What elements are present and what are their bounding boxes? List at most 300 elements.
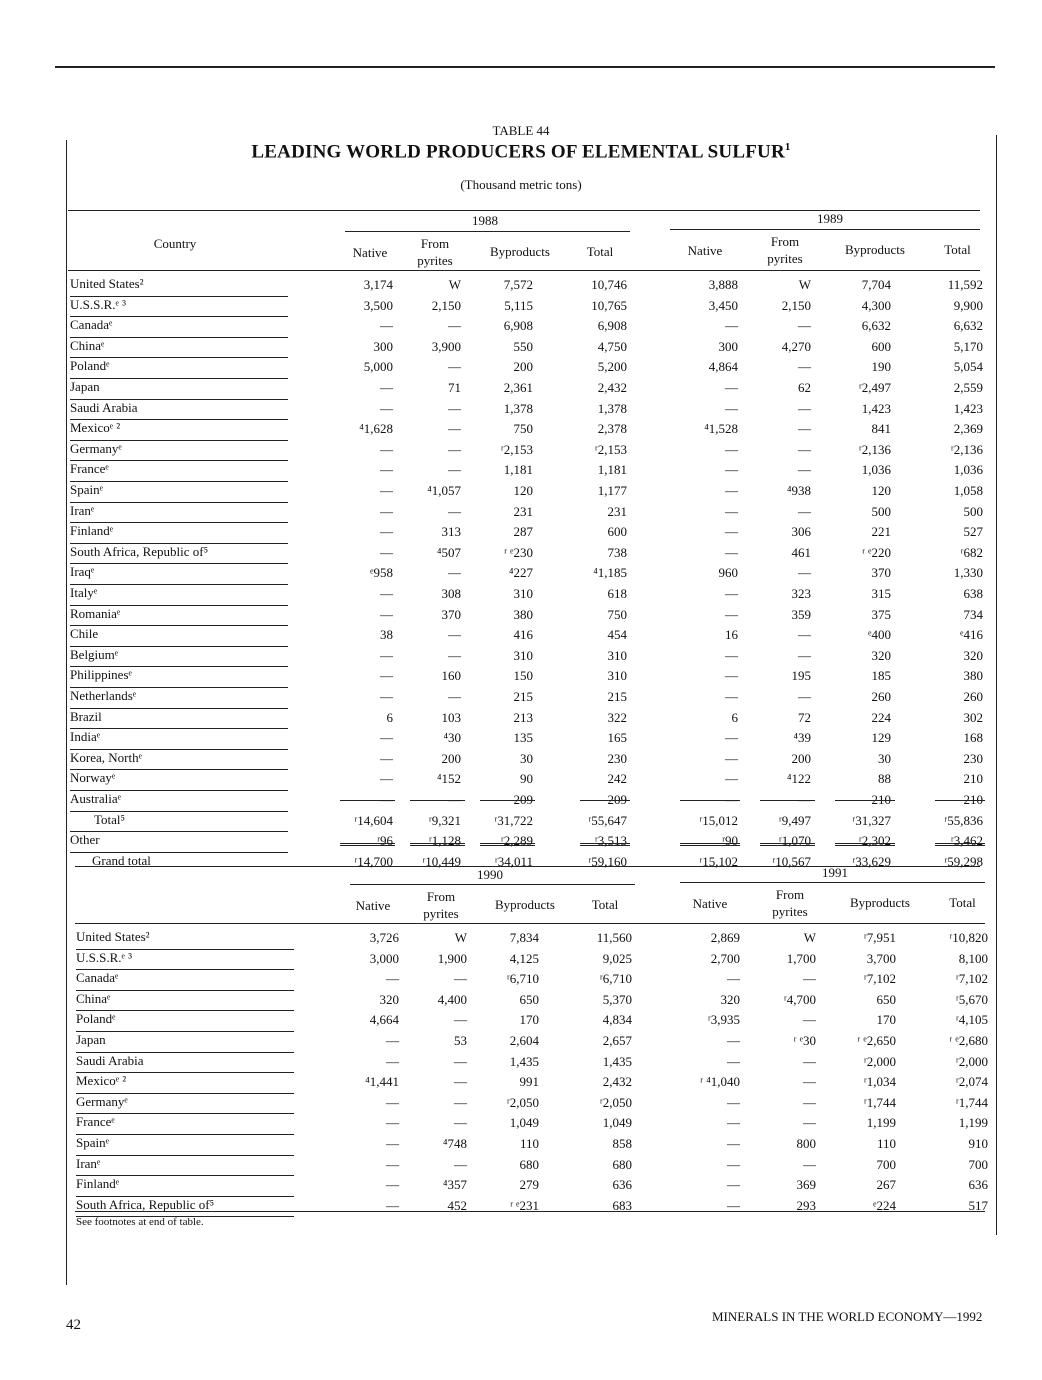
table-cell: 6,908 — [597, 318, 627, 334]
table-cell: 3,000 — [369, 950, 399, 966]
table-footnote: See footnotes at end of table. — [76, 1216, 204, 1228]
table-cell: — — [454, 1053, 467, 1069]
row-label: Japan — [76, 1032, 106, 1047]
table-cell: ʳ682 — [960, 544, 983, 560]
table-cell: — — [448, 792, 461, 807]
table-cell: 293 — [796, 1197, 816, 1213]
table-cell: — — [380, 606, 393, 622]
col-byproducts-1990: Byproducts — [495, 897, 555, 912]
row-rule — [70, 563, 288, 564]
table-cell: — — [727, 971, 740, 987]
table-cell: 2,432 — [597, 380, 627, 395]
sum-rule — [680, 800, 740, 801]
table-cell: ⁴1,185 — [593, 565, 627, 581]
col-byproducts-1991: Byproducts — [850, 895, 910, 910]
table-cell: ʳ2,136 — [858, 441, 891, 457]
row-label: Iranᵉ — [70, 502, 95, 518]
table-cell: ʳ33,629 — [852, 853, 891, 869]
table-cell: 221 — [871, 524, 891, 540]
table-cell: — — [798, 359, 811, 375]
table-cell: — — [380, 544, 393, 560]
table-cell: 170 — [519, 1012, 539, 1028]
table-cell: ʳ2,050 — [599, 1094, 632, 1110]
table-cell: ʳ59,298 — [944, 853, 983, 869]
table-cell: ʳ1,034 — [863, 1074, 896, 1090]
col-pyrites-1989: pyrites — [767, 251, 803, 266]
table-cell: — — [386, 1033, 399, 1048]
table-cell: — — [798, 441, 811, 457]
table-cell: 6 — [731, 709, 738, 725]
table-bottom-rule — [75, 1211, 985, 1212]
table-cell: 120 — [871, 483, 891, 498]
table-cell: — — [798, 627, 811, 643]
table-cell: ⁴1,441 — [365, 1074, 399, 1090]
table-cell: — — [798, 400, 811, 416]
table-cell: — — [386, 1197, 399, 1213]
table-cell: 224 — [871, 709, 891, 725]
row-label: Netherlandsᵉ — [70, 688, 137, 703]
table-cell: 2,657 — [602, 1033, 632, 1048]
table-cell: — — [798, 318, 811, 334]
table-cell: 5,370 — [602, 991, 632, 1007]
table-cell: ʳ1,070 — [778, 833, 811, 849]
row-label: Polandᵉ — [76, 1011, 116, 1027]
table-cell: 618 — [607, 586, 627, 601]
table-cell: ʳ55,647 — [588, 812, 627, 828]
table-cell: 4,270 — [781, 338, 811, 354]
row-label: Germanyᵉ — [70, 440, 122, 456]
table-cell: 6,908 — [503, 318, 533, 334]
table-cell: — — [454, 1012, 467, 1028]
row-label: Romaniaᵉ — [70, 605, 121, 621]
table-cell: ʳ90 — [722, 833, 738, 849]
right-margin-line — [996, 135, 997, 1235]
table-cell: — — [798, 421, 811, 437]
table-cell: 72 — [798, 709, 811, 725]
table-cell: 1,378 — [503, 400, 533, 416]
year-1989: 1989 — [817, 211, 843, 226]
table-subtitle: (Thousand metric tons) — [460, 177, 582, 192]
table-cell: 550 — [513, 338, 533, 354]
table-cell: 7,704 — [861, 277, 891, 292]
table-cell: W — [454, 930, 467, 945]
running-title: MINERALS IN THE WORLD ECONOMY—1992 — [712, 1309, 983, 1324]
table-cell: — — [448, 647, 461, 663]
year-1988: 1988 — [472, 213, 498, 228]
table-cell: 1,435 — [602, 1053, 632, 1069]
row-rule — [76, 1031, 294, 1032]
table-cell: 230 — [607, 750, 627, 766]
table-cell: 960 — [718, 565, 738, 581]
table-cell: 308 — [441, 586, 461, 601]
table-cell: 1,900 — [437, 950, 467, 966]
table-cell: 1,700 — [786, 950, 816, 966]
col-total-1988: Total — [586, 244, 614, 259]
table-cell: — — [454, 1074, 467, 1090]
table-cell: ⁴122 — [786, 771, 811, 787]
table-cell: 287 — [513, 524, 533, 540]
table-cell: 200 — [791, 750, 811, 766]
table-cell: 4,750 — [597, 338, 627, 354]
country-header: Country — [153, 236, 197, 251]
table-cell: 1,181 — [597, 462, 627, 478]
table-cell: ʳ7,102 — [955, 971, 988, 987]
table-cell: 260 — [871, 689, 891, 704]
table-cell: — — [803, 1115, 816, 1131]
table-cell: ʳ7,951 — [863, 930, 896, 945]
table-cell: 53 — [454, 1033, 467, 1048]
table-cell: — — [386, 1115, 399, 1131]
table-cell: — — [380, 668, 393, 684]
table-cell: — — [727, 1156, 740, 1172]
table-cell: — — [798, 503, 811, 519]
table-cell: ʳ2,000 — [863, 1053, 896, 1069]
table-label: TABLE 44 — [492, 123, 550, 138]
table-cell: 170 — [876, 1012, 896, 1028]
table-cell: 210 — [963, 792, 983, 807]
table-cell: W — [803, 930, 816, 945]
table-cell: 213 — [513, 709, 533, 725]
table-cell: 310 — [513, 647, 533, 663]
table-cell: ʳ1,128 — [428, 833, 461, 849]
row-label: Polandᵉ — [70, 358, 110, 374]
table-cell: 88 — [878, 771, 891, 787]
table-cell: — — [725, 483, 738, 498]
table-cell: ʳ5,670 — [955, 991, 988, 1007]
table-cell: 600 — [607, 524, 627, 540]
sum-rule — [340, 800, 395, 801]
table-cell: — — [803, 1156, 816, 1172]
table-cell: 650 — [876, 991, 896, 1007]
table-cell: 1,435 — [509, 1053, 539, 1069]
table-cell: 1,177 — [597, 483, 627, 498]
table-cell: ʳ ᵉ231 — [510, 1197, 539, 1213]
table-cell: 310 — [607, 647, 627, 663]
table-cell: ʳ14,700 — [354, 853, 393, 869]
table-cell: 190 — [871, 359, 891, 375]
top-rule — [55, 66, 995, 68]
row-label: Philippinesᵉ — [70, 667, 132, 683]
sum-rule — [580, 800, 630, 801]
col-total-1990: Total — [591, 897, 619, 912]
row-label: Japan — [70, 379, 100, 394]
table-cell: 3,888 — [708, 277, 738, 292]
table-cell: 11,592 — [947, 277, 983, 292]
table-cell: ʳ ᵉ2,650 — [857, 1033, 896, 1048]
table-cell: — — [725, 462, 738, 478]
table-cell: — — [380, 730, 393, 746]
table-cell: — — [448, 565, 461, 581]
table-cell: — — [380, 586, 393, 601]
table-cell: — — [725, 792, 738, 807]
table-cell: 500 — [963, 503, 983, 519]
table-cell: ʳ3,513 — [594, 833, 627, 849]
table-cell: 267 — [876, 1177, 896, 1193]
table-cell: ʳ55,836 — [944, 812, 983, 828]
table-cell: — — [727, 1177, 740, 1193]
table-cell: 2,150 — [781, 297, 811, 313]
table-cell: 2,369 — [953, 421, 983, 437]
table-cell: — — [380, 400, 393, 416]
table-cell: — — [798, 462, 811, 478]
table-cell: W — [448, 277, 461, 292]
table-cell: 306 — [791, 524, 811, 540]
table-cell: 2,559 — [953, 380, 983, 395]
col-native-1991: Native — [692, 896, 728, 911]
row-label: Franceᵉ — [70, 461, 109, 477]
row-label: Belgiumᵉ — [70, 646, 119, 662]
table-cell: 416 — [513, 627, 533, 643]
table-cell: — — [380, 524, 393, 540]
table-cell: 841 — [871, 421, 891, 437]
table-cell: ⁴357 — [442, 1177, 467, 1193]
table-cell: — — [380, 483, 393, 498]
sum-rule — [340, 843, 395, 846]
table-cell: 315 — [871, 586, 891, 601]
table-cell: 1,330 — [953, 565, 983, 581]
sum-rule — [935, 843, 985, 846]
sum-rule — [835, 800, 895, 801]
table-cell: 260 — [963, 689, 983, 704]
table-cell: — — [380, 441, 393, 457]
table-cell: 210 — [871, 792, 891, 807]
table-cell: 380 — [513, 606, 533, 622]
table-cell: ⁴1,528 — [704, 421, 738, 437]
col-native-1990: Native — [355, 898, 391, 913]
table-cell: 858 — [612, 1136, 632, 1151]
table-cell: 369 — [796, 1177, 816, 1193]
table-cell: 185 — [871, 668, 891, 684]
table-cell: — — [448, 421, 461, 437]
col-byproducts-1989: Byproducts — [845, 242, 905, 257]
row-label: Chinaᵉ — [70, 337, 105, 353]
table-cell: ʳ2,497 — [858, 380, 891, 395]
table-cell: 734 — [963, 606, 983, 622]
table-cell: 310 — [607, 668, 627, 684]
table-cell: — — [448, 318, 461, 334]
year-rule-1988 — [345, 231, 630, 232]
table-cell: — — [380, 771, 393, 787]
table-cell: — — [727, 1053, 740, 1069]
row-label: Canadaᵉ — [70, 317, 113, 333]
table-cell: 600 — [871, 338, 891, 354]
table-cell: 991 — [519, 1074, 539, 1090]
table-cell: ᵉ224 — [873, 1197, 896, 1213]
table-cell: ⁴938 — [786, 483, 811, 498]
table-cell: — — [386, 1094, 399, 1110]
table-cell: 7,572 — [503, 277, 533, 292]
table-cell: 242 — [607, 771, 627, 787]
row-label: Finlandᵉ — [70, 523, 114, 539]
table-cell: ʳ1,744 — [863, 1094, 896, 1110]
table-cell: ⁴152 — [436, 771, 461, 787]
table-cell: — — [448, 627, 461, 643]
table-cell: — — [798, 689, 811, 704]
table-cell: ʳ4,105 — [955, 1012, 988, 1028]
row-label: Germanyᵉ — [76, 1093, 128, 1109]
table-cell: 370 — [441, 606, 461, 622]
table-cell: — — [386, 971, 399, 987]
table-cell: 750 — [513, 421, 533, 437]
table-cell: 210 — [963, 771, 983, 787]
table-cell: 680 — [519, 1156, 539, 1172]
table-cell: ʳ3,462 — [950, 833, 983, 849]
table-cell: 6,632 — [953, 318, 983, 334]
table-cell: — — [725, 400, 738, 416]
table-cell: 110 — [519, 1136, 539, 1151]
table-cell: 636 — [612, 1177, 632, 1193]
table-cell: 165 — [607, 730, 627, 746]
table-cell: 10,765 — [591, 297, 627, 313]
table-cell: ⁴1,628 — [359, 421, 393, 437]
table-cell: 10,746 — [591, 277, 627, 292]
table-cell: 6 — [386, 709, 393, 725]
table-cell: ʳ6,710 — [599, 971, 632, 987]
sum-rule — [760, 843, 815, 846]
table-cell: — — [725, 503, 738, 519]
table-cell: — — [380, 380, 393, 395]
table-cell: — — [727, 1115, 740, 1131]
year-rule-1989 — [670, 229, 980, 230]
row-label: Chinaᵉ — [76, 990, 111, 1006]
table-cell: 322 — [607, 709, 627, 725]
row-label: Saudi Arabia — [70, 399, 138, 415]
row-label: Mexicoᵉ ² — [76, 1073, 127, 1089]
row-label: U.S.S.R.ᵉ ³ — [70, 296, 126, 312]
table-cell: ʳ4,700 — [783, 991, 816, 1007]
table-cell: — — [386, 1053, 399, 1069]
col-from-1990: From — [426, 889, 456, 904]
table-cell: 231 — [513, 503, 533, 519]
table-cell: 2,604 — [509, 1033, 539, 1048]
table-cell: 5,054 — [953, 359, 983, 375]
table-cell: 738 — [607, 544, 627, 560]
row-label: United States² — [76, 929, 150, 944]
table-cell: 38 — [380, 627, 393, 643]
table-cell: — — [380, 503, 393, 519]
sum-rule — [410, 800, 465, 801]
table-cell: 90 — [520, 771, 533, 787]
left-margin-line — [66, 140, 67, 1285]
sum-rule — [835, 843, 895, 846]
row-rule — [70, 625, 288, 626]
col-from-1991: From — [775, 887, 805, 902]
table-cell: — — [803, 971, 816, 987]
table-cell: ⁴748 — [442, 1136, 467, 1151]
row-label: Iranᵉ — [76, 1155, 101, 1171]
year-rule-1990 — [350, 884, 635, 885]
table-cell: 71 — [448, 380, 461, 395]
table-cell: 1,378 — [597, 400, 627, 416]
table-cell: ʳ2,153 — [500, 441, 533, 457]
table-cell: 4,125 — [509, 950, 539, 966]
page-number: 42 — [66, 1317, 81, 1333]
row-label: South Africa, Republic of⁵ — [76, 1196, 215, 1212]
table-cell: 3,450 — [708, 297, 738, 313]
table-cell: ʳ31,327 — [852, 812, 891, 828]
table-cell: 5,000 — [363, 359, 393, 375]
row-rule — [70, 831, 288, 832]
table-cell: 3,900 — [431, 338, 461, 354]
row-rule — [70, 502, 288, 503]
table-cell: 120 — [513, 483, 533, 498]
table-cell: — — [798, 792, 811, 807]
sum-rule — [410, 843, 465, 846]
table-cell: 750 — [607, 606, 627, 622]
table-cell: ʳ3,935 — [707, 1012, 740, 1028]
table-cell: 1,181 — [503, 462, 533, 478]
table-cell: 3,500 — [363, 297, 393, 313]
table-cell: 215 — [513, 689, 533, 704]
row-rule — [70, 584, 288, 585]
table-cell: ⁴227 — [508, 565, 533, 581]
table-cell: — — [725, 771, 738, 787]
col-pyrites-1988: pyrites — [417, 253, 453, 268]
table-cell: 11,560 — [596, 930, 632, 945]
sum-rule — [580, 843, 630, 846]
table-cell: 310 — [513, 586, 533, 601]
table-cell: — — [448, 689, 461, 704]
row-label: Canadaᵉ — [76, 970, 119, 986]
row-label: Iraqᵉ — [70, 564, 95, 580]
year-1991: 1991 — [822, 865, 848, 880]
table-cell: — — [803, 1012, 816, 1028]
table-cell: 300 — [373, 338, 393, 354]
table-cell: 500 — [871, 503, 891, 519]
row-label: Chile — [70, 626, 99, 642]
table-cell: 320 — [963, 647, 983, 663]
table-cell: 375 — [871, 606, 891, 622]
table-cell: — — [380, 318, 393, 334]
sum-rule — [680, 843, 740, 846]
table-cell: 680 — [612, 1156, 632, 1172]
table-cell: 638 — [963, 586, 983, 601]
table-cell: — — [454, 971, 467, 987]
table-cell: — — [386, 1177, 399, 1193]
table-cell: 62 — [798, 380, 811, 395]
row-label: Indiaᵉ — [70, 729, 101, 745]
table-cell: — — [386, 1156, 399, 1172]
table-cell: ʳ15,012 — [699, 812, 738, 828]
table-cell: — — [454, 1094, 467, 1110]
col-pyrites-1991: pyrites — [772, 904, 808, 919]
table-cell: 5,115 — [504, 297, 533, 313]
row-label: Korea, Northᵉ — [70, 749, 142, 765]
table-cell: 2,700 — [710, 950, 740, 966]
table-cell: 209 — [513, 792, 533, 807]
table-cell: ʳ10,820 — [949, 930, 988, 945]
table-cell: ʳ96 — [377, 833, 393, 849]
table-cell: 1,049 — [509, 1115, 539, 1131]
table-cell: 16 — [725, 627, 738, 643]
year-1990: 1990 — [477, 867, 503, 882]
table-cell: — — [380, 462, 393, 478]
table-title-footnote: 1 — [784, 141, 791, 153]
table-cell: — — [803, 1053, 816, 1069]
table-cell: 1,199 — [866, 1115, 896, 1131]
row-rule — [70, 728, 288, 729]
table-cell: 129 — [871, 730, 891, 746]
table-cell: — — [380, 689, 393, 704]
table-cell: W — [798, 277, 811, 292]
row-label: Other — [70, 832, 100, 848]
table-cell: ᵉ400 — [868, 627, 891, 643]
row-rule — [76, 1155, 294, 1156]
table-cell: ʳ2,136 — [950, 441, 983, 457]
table-cell: ʳ15,102 — [699, 853, 738, 869]
row-label: Franceᵉ — [76, 1114, 115, 1130]
table-cell: 2,432 — [602, 1074, 632, 1090]
